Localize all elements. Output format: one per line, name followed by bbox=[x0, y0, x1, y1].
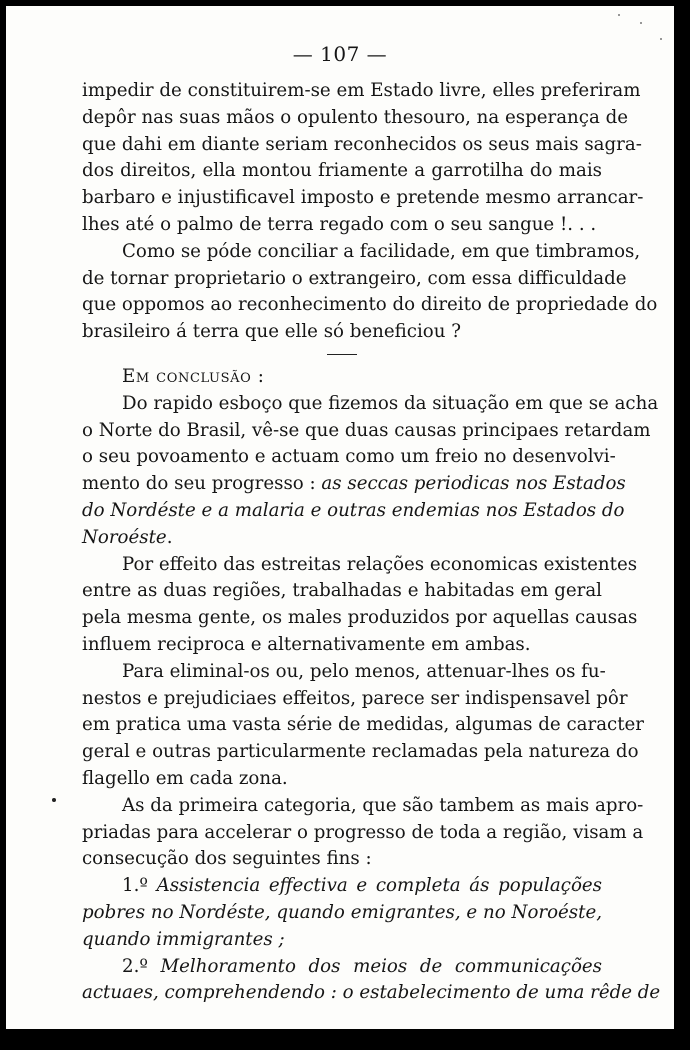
text-line: nestos e prejudiciaes effeitos, parece ser indispensavel pôr bbox=[82, 687, 628, 709]
page-number: — 107 — bbox=[292, 42, 388, 66]
text-line: 1.º Assistencia effectiva e completa ás populações bbox=[122, 875, 602, 897]
text-line: depôr nas suas mãos o opulento thesouro, na esperança de bbox=[82, 106, 628, 128]
paragraph-5 bbox=[82, 659, 644, 793]
text-line: priadas para accelerar o progresso de toda a região, visam a bbox=[82, 821, 644, 843]
text-line: de tornar proprietario o extrangeiro, com essa difficuldade bbox=[82, 267, 627, 289]
paragraph-3 bbox=[82, 391, 659, 552]
text-line: Do rapido esboço que fizemos da situação em que se acha bbox=[122, 392, 659, 414]
text-line: lhes até o palmo de terra regado com o seu sangue !. . . bbox=[82, 213, 597, 235]
section-heading: Em conclusão : bbox=[122, 365, 265, 387]
margin-mark bbox=[52, 798, 56, 802]
text-line: dos direitos, ella montou friamente a garrotilha do mais bbox=[82, 160, 602, 182]
text-line: pobres no Nordéste, quando emigrantes, e no Noroéste, bbox=[82, 901, 602, 923]
text-line: consecução dos seguintes fins : bbox=[82, 848, 372, 870]
text-line: Para eliminal-os ou, pelo menos, attenuar-lhes os fu- bbox=[122, 660, 606, 682]
text-line: actuaes, comprehendendo : o estabelecimento de uma rêde de bbox=[82, 982, 661, 1004]
list-item-2 bbox=[82, 954, 661, 1008]
text-line: pela mesma gente, os males produzidos por aquellas causas bbox=[82, 607, 638, 629]
text-line: barbaro e injustificavel imposto e pretende mesmo arrancar- bbox=[82, 187, 644, 209]
text-line: geral e outras particularmente reclamadas pela natureza do bbox=[82, 741, 639, 763]
text-line: mento do seu progresso : as seccas periodicas nos Estados bbox=[82, 473, 626, 495]
paragraph-6 bbox=[82, 793, 644, 873]
paragraph-1 bbox=[82, 78, 644, 239]
text-line: em pratica uma vasta série de medidas, algumas de caracter bbox=[82, 714, 644, 736]
item-number: 2.º bbox=[122, 955, 161, 977]
text-line: influem reciproca e alternativamente em ambas. bbox=[82, 633, 531, 655]
text-line: Noroéste. bbox=[82, 526, 173, 548]
text-line: flagello em cada zona. bbox=[82, 767, 288, 789]
text-line: As da primeira categoria, que são tambem as mais apro- bbox=[122, 794, 644, 816]
text-line: Por effeito das estreitas relações economicas existentes bbox=[122, 553, 638, 575]
text-line: entre as duas regiões, trabalhadas e habitadas em geral bbox=[82, 580, 602, 602]
text-line: do Nordéste e a malaria e outras endemias nos Estados do bbox=[82, 499, 625, 521]
list-item-1 bbox=[82, 873, 602, 953]
text-line: que dahi em diante seriam reconhecidos os seus mais sagra- bbox=[82, 133, 642, 155]
text-line: o Norte do Brasil, vê-se que duas causas principaes retardam bbox=[82, 419, 651, 441]
paragraph-2 bbox=[82, 239, 658, 346]
paragraph-4 bbox=[82, 552, 638, 659]
text-line: 2.º Melhoramento dos meios de communicações bbox=[122, 955, 602, 977]
text-line: que oppomos ao reconhecimento do direito de propriedade do bbox=[82, 294, 658, 316]
text-line: impedir de constituirem-se em Estado livre, elles preferiram bbox=[82, 80, 641, 101]
text-line: Como se póde conciliar a facilidade, em que timbramos, bbox=[122, 240, 641, 262]
item-number: 1.º bbox=[122, 875, 157, 897]
scan-speck bbox=[640, 22, 642, 24]
scan-speck bbox=[618, 14, 620, 16]
text-line: quando immigrantes ; bbox=[82, 928, 285, 950]
text-line: o seu povoamento e actuam como um freio no desenvolvi- bbox=[82, 446, 616, 468]
body-text bbox=[82, 78, 661, 1007]
text-line: brasileiro á terra que elle só beneficiou ? bbox=[82, 321, 461, 343]
section-divider bbox=[327, 354, 357, 355]
scan-speck bbox=[660, 38, 662, 40]
